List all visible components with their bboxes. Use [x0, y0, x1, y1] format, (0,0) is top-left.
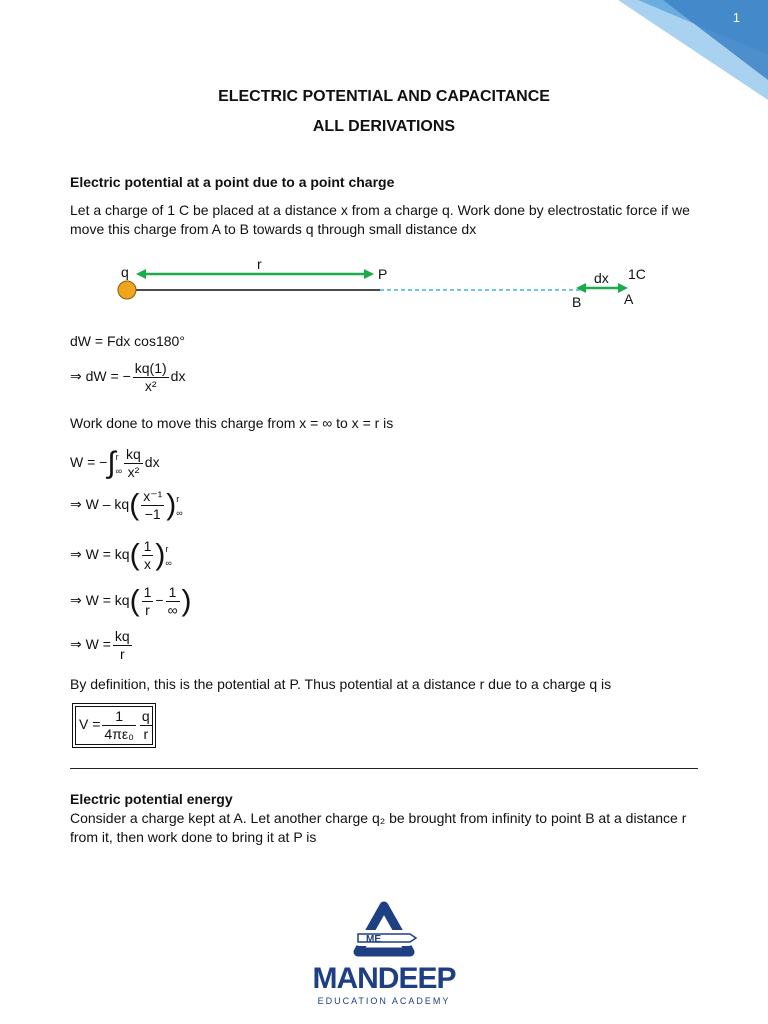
eq3-numerator: kq	[126, 446, 141, 462]
upper-limit: r	[115, 451, 119, 462]
eq3-pre: W = −	[70, 454, 108, 471]
result-box	[72, 703, 156, 748]
eq5-pre: ⇒ W = kq	[70, 546, 130, 563]
definition-text: By definition, this is the potential at P. Thus potential at a distance r due to a charge q is	[70, 676, 612, 692]
label-b: B	[572, 294, 582, 310]
box-denominator-1: 4πε₀	[104, 726, 134, 742]
lower-limit: ∞	[115, 465, 122, 476]
box-fraction-2	[140, 708, 152, 743]
section2-heading: Electric potential energy	[70, 791, 233, 807]
left-paren: (	[129, 538, 140, 572]
eq2-numerator: kq(1)	[134, 360, 167, 376]
integral-sign: ∫	[107, 446, 116, 480]
eq4-pre: ⇒ W – kq	[70, 496, 130, 513]
eq4-fraction	[141, 488, 164, 523]
eq6-a-numerator: 1	[143, 584, 152, 600]
eq4-limits	[176, 492, 182, 520]
eq7-pre: ⇒ W =	[70, 636, 111, 653]
section-divider	[70, 768, 698, 769]
box-numerator-2: q	[141, 708, 150, 724]
page-subtitle: ALL DERIVATIONS	[312, 118, 456, 135]
equation-3	[70, 446, 160, 481]
eq6-pre: ⇒ W = kq	[70, 592, 130, 609]
equation-2	[70, 360, 185, 395]
page-number: 1	[732, 10, 740, 25]
eq7-denominator: r	[113, 645, 132, 663]
dx-arrow-head-left	[576, 283, 586, 293]
eq3-denominator: x²	[124, 463, 143, 481]
page-title: ELECTRIC POTENTIAL AND CAPACITANCE	[218, 88, 550, 105]
charge-q-circle	[118, 281, 136, 299]
corner-decoration	[618, 0, 768, 100]
eq5-fraction	[142, 538, 154, 573]
right-paren: )	[181, 584, 192, 618]
label-dx: dx	[594, 270, 609, 286]
label-1c: 1C	[628, 266, 646, 282]
eq3-fraction	[124, 446, 143, 481]
eq7-numerator: kq	[114, 628, 130, 644]
section2-text: Consider a charge kept at A. Let another charge q₂ be brought from infinity to point B at a distance r from it, then work done to bring it at P is	[70, 810, 687, 845]
left-paren: (	[129, 488, 140, 522]
eq6-minus: −	[155, 592, 164, 609]
eq2-denominator: x²	[133, 377, 169, 395]
label-q: q	[121, 264, 129, 280]
box-fraction-1	[102, 708, 136, 743]
eq4-upper: r	[176, 493, 180, 504]
integral-limits	[116, 450, 122, 478]
equation-7	[70, 628, 134, 663]
eq6-b-denominator: ∞	[167, 602, 178, 618]
eq2-post: dx	[170, 368, 186, 385]
left-paren: (	[129, 584, 140, 618]
work-text: Work done to move this charge from x = ∞ to x = r is	[70, 415, 394, 431]
eq6-b-numerator: 1	[168, 584, 177, 600]
section1-heading: Electric potential at a point due to a point charge	[70, 174, 395, 190]
eq6-fraction-a	[142, 584, 154, 619]
logo-name: MANDEEP	[312, 962, 456, 995]
right-paren: )	[166, 488, 177, 522]
eq2-pre: ⇒ dW = −	[70, 368, 131, 385]
eq4-lower: ∞	[176, 507, 183, 518]
eq5-denominator: x	[142, 555, 154, 573]
r-arrow-head-right	[364, 269, 374, 279]
label-a: A	[624, 291, 634, 307]
equation-5	[70, 538, 172, 573]
eq7-fraction	[113, 628, 132, 663]
equation-4	[70, 488, 183, 523]
right-paren: )	[155, 538, 166, 572]
eq2-fraction	[133, 360, 169, 395]
box-pre: V =	[79, 716, 101, 733]
eq6-a-denominator: r	[142, 601, 154, 619]
equation-1: dW = Fdx cos180°	[70, 333, 185, 349]
eq6-fraction-b	[166, 584, 180, 619]
label-p: P	[378, 266, 388, 282]
eq4-numerator: x⁻¹	[143, 488, 163, 504]
logo-subtitle: EDUCATION ACADEMY	[317, 996, 451, 1006]
eq4-denominator: −1	[141, 505, 164, 523]
result-formula	[75, 706, 153, 745]
eq5-lower: ∞	[165, 557, 172, 568]
eq5-upper: r	[165, 543, 169, 554]
box-numerator-1: 1	[115, 708, 124, 724]
eq3-post: dx	[144, 454, 160, 471]
equation-6	[70, 584, 192, 619]
box-denominator-2: r	[140, 725, 152, 743]
eq5-numerator: 1	[143, 538, 152, 554]
label-r: r	[257, 256, 262, 272]
r-arrow-head-left	[136, 269, 146, 279]
eq5-limits	[165, 542, 171, 570]
section1-intro: Let a charge of 1 C be placed at a distance x from a charge q. Work done by electrostatic force if we move this charge from A to B towards q through small distance dx	[70, 202, 690, 237]
svg-text:ME: ME	[366, 934, 381, 945]
